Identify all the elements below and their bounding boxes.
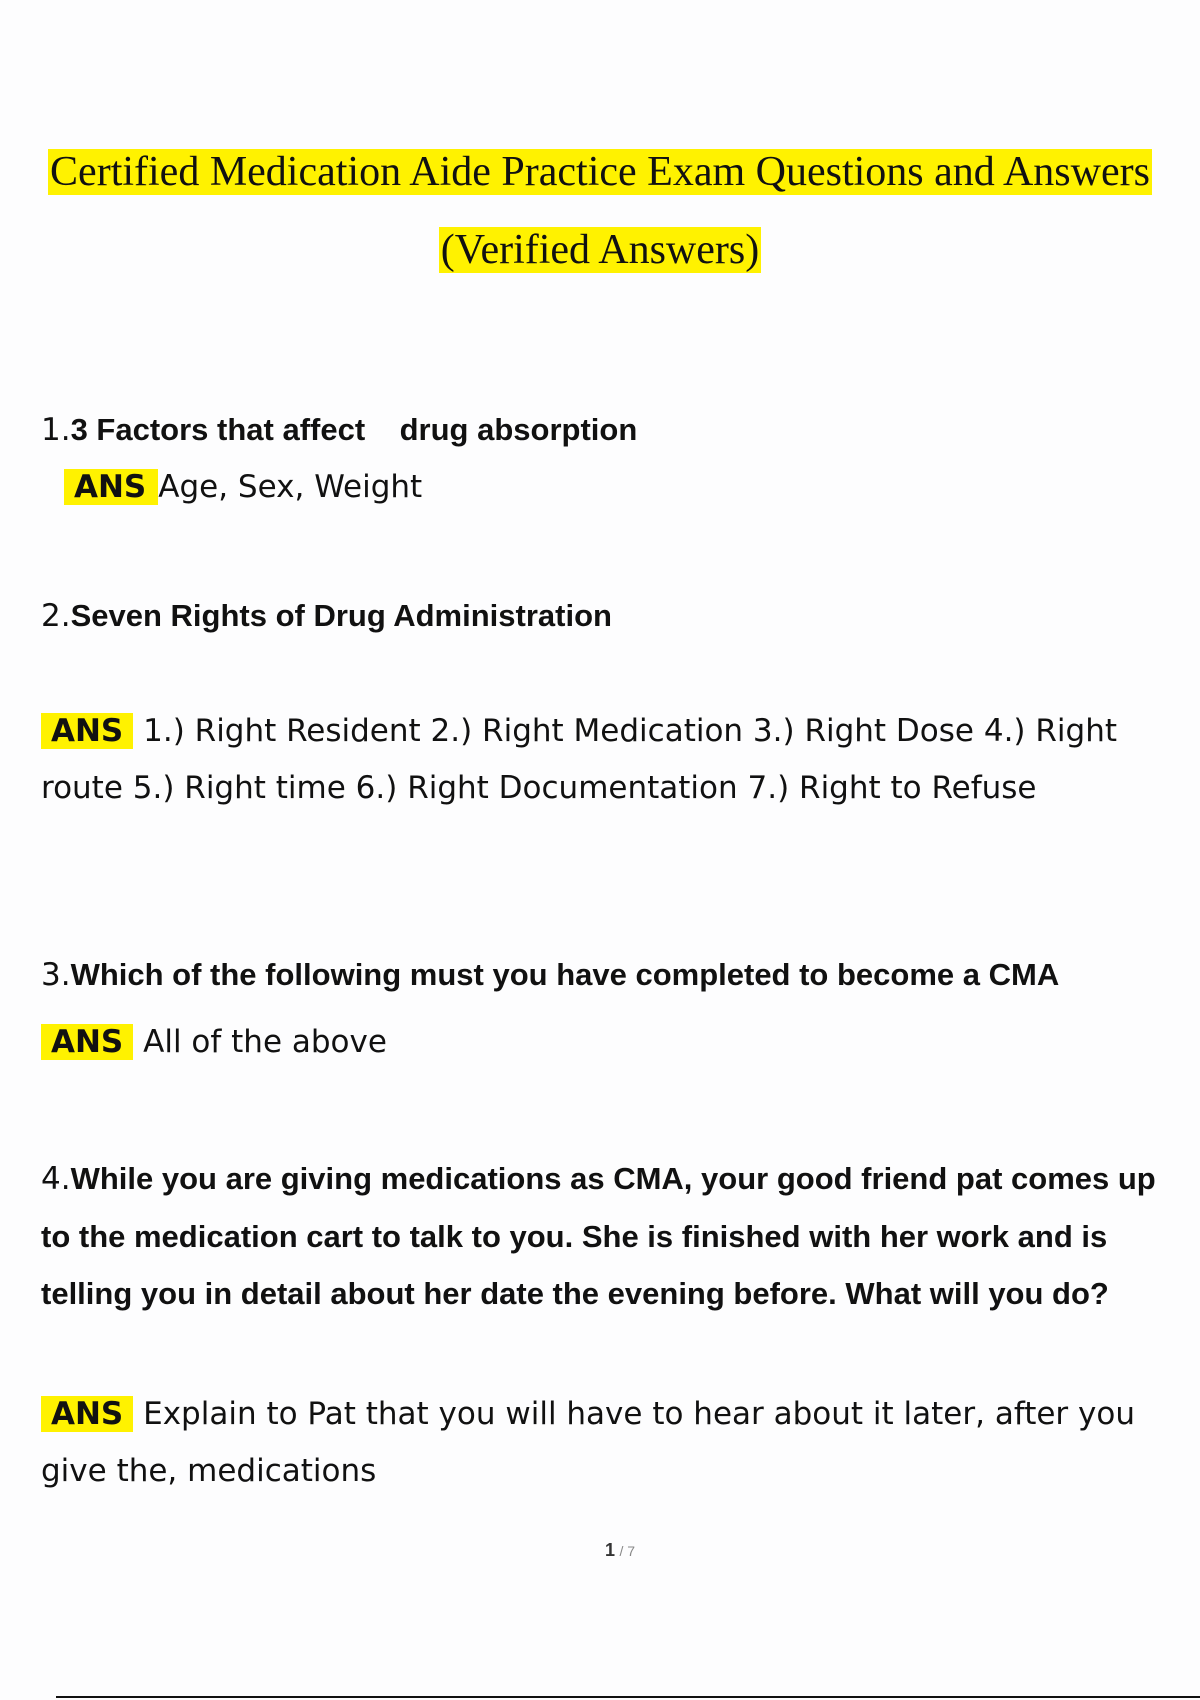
question-number: 4. bbox=[41, 1161, 71, 1197]
question-text: Seven Rights of Drug Administration bbox=[70, 598, 612, 633]
document-title-line2 bbox=[0, 224, 1200, 276]
ans-label: ANS bbox=[64, 469, 158, 505]
ans-label: ANS bbox=[41, 1396, 133, 1432]
answer-text: Age, Sex, Weight bbox=[158, 469, 423, 505]
ans-label: ANS bbox=[41, 1024, 133, 1060]
question-number: 1. bbox=[41, 412, 71, 448]
question-number: 2. bbox=[41, 598, 71, 634]
answer-2 bbox=[41, 703, 1161, 817]
question-number: 3. bbox=[41, 957, 71, 993]
question-text: 3 Factors that affect drug absorption bbox=[70, 412, 638, 447]
question-2 bbox=[41, 587, 1161, 645]
question-3 bbox=[41, 946, 1161, 1004]
answer-text: 1.) Right Resident 2.) Right Medication 3.) Right Dose 4.) Right route 5.) Right time 6.) Right Documentation 7.) Right to Refuse bbox=[41, 713, 1118, 806]
question-text: While you are giving medications as CMA, your good friend pat comes up to the medication cart to talk to you. She is finished with her work and is telling you in detail about her date the evening before. What will you do? bbox=[41, 1161, 1156, 1311]
answer-1 bbox=[64, 459, 1184, 516]
page-bottom-divider bbox=[56, 1696, 1200, 1698]
page-indicator bbox=[0, 1540, 1200, 1561]
total-pages: / 7 bbox=[619, 1543, 636, 1559]
answer-text: All of the above bbox=[143, 1024, 387, 1060]
question-4 bbox=[41, 1150, 1161, 1322]
current-page: 1 bbox=[604, 1540, 615, 1560]
document-title-line1 bbox=[0, 146, 1200, 198]
ans-label: ANS bbox=[41, 713, 133, 749]
question-text: Which of the following must you have completed to become a CMA bbox=[70, 957, 1060, 992]
title-highlight: Certified Medication Aide Practice Exam Questions and Answers bbox=[50, 149, 1150, 195]
answer-3 bbox=[41, 1014, 1161, 1071]
question-1 bbox=[41, 401, 1161, 459]
title-highlight: (Verified Answers) bbox=[440, 227, 760, 273]
answer-4 bbox=[41, 1386, 1161, 1500]
answer-text: Explain to Pat that you will have to hear about it later, after you give the, medications bbox=[41, 1396, 1135, 1489]
